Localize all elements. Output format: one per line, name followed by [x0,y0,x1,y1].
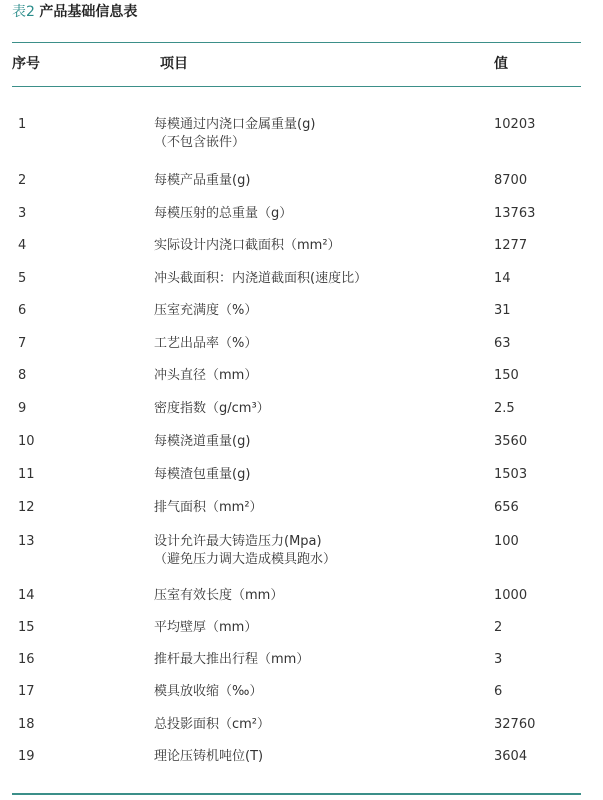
row-item [154,433,250,451]
row-value: 2 [494,620,503,635]
header-item: 项目 [160,56,188,72]
row-item-note: （避免压力调大造成模具跑水） [154,552,337,567]
row-item [154,270,367,288]
row-item-text: 平均壁厚（mm） [154,620,258,635]
row-item [154,651,309,669]
row-value: 6 [494,684,503,699]
row-item-text: 模具放收缩（‰） [154,684,263,699]
row-item-text: 压室有效长度（mm） [154,588,284,603]
row-value: 656 [494,500,519,515]
row-item [154,116,315,152]
row-item-text: 工艺出品率（%） [154,336,258,351]
row-serial-number: 14 [18,588,35,603]
row-serial-number: 16 [18,652,35,667]
row-serial-number: 6 [18,303,27,318]
row-item [154,533,336,569]
row-serial-number: 5 [18,271,27,286]
row-item [154,683,262,701]
row-item-text: 密度指数（g/cm³） [154,401,270,416]
row-item-text: 每模产品重量(g) [154,173,251,188]
row-serial-number: 4 [18,238,27,253]
row-serial-number: 3 [18,206,27,221]
row-serial-number: 13 [18,534,35,549]
table-header-rule [12,86,581,87]
row-value: 1000 [494,588,528,603]
table-caption-number: 表2 [12,4,35,20]
row-item [154,400,270,418]
row-serial-number: 18 [18,717,35,732]
row-serial-number: 11 [18,467,35,482]
header-value: 值 [494,56,508,72]
table-caption-title: 产品基础信息表 [39,4,138,20]
table-caption [12,3,137,21]
row-value: 1503 [494,467,528,482]
row-value: 1277 [494,238,528,253]
row-value: 10203 [494,117,536,132]
row-item [154,172,250,190]
row-value: 100 [494,534,519,549]
row-item [154,748,263,766]
row-value: 14 [494,271,511,286]
row-item-text: 每模渣包重量(g) [154,467,251,482]
row-item [154,302,257,320]
row-value: 31 [494,303,511,318]
row-serial-number: 10 [18,434,35,449]
row-serial-number: 19 [18,749,35,764]
row-value: 150 [494,368,519,383]
table-bottom-rule [12,793,581,795]
row-item-text: 总投影面积（cm²） [154,717,271,732]
row-item-text: 设计允许最大铸造压力(Mpa) [154,534,322,549]
row-item [154,466,250,484]
table-top-rule [12,42,581,43]
row-item-text: 冲头直径（mm） [154,368,258,383]
row-item [154,716,270,734]
row-item-text: 推杆最大推出行程（mm） [154,652,310,667]
row-serial-number: 9 [18,401,27,416]
row-value: 2.5 [494,401,515,416]
row-value: 8700 [494,173,528,188]
row-item [154,205,292,223]
row-value: 3604 [494,749,528,764]
row-item-note: （不包含嵌件） [154,135,246,150]
row-item-text: 理论压铸机吨位(T) [154,749,264,764]
row-serial-number: 8 [18,368,27,383]
header-serial-number: 序号 [12,56,40,72]
row-item-text: 每模压射的总重量（g） [154,206,293,221]
row-item-text: 排气面积（mm²） [154,500,263,515]
row-item [154,367,257,385]
row-value: 32760 [494,717,536,732]
row-item-text: 压室充满度（%） [154,303,258,318]
row-item-text: 每模通过内浇口金属重量(g) [154,117,316,132]
row-serial-number: 15 [18,620,35,635]
row-value: 63 [494,336,511,351]
row-item [154,619,257,637]
row-value: 13763 [494,206,536,221]
row-item [154,499,263,517]
row-item-text: 实际设计内浇口截面积（mm²） [154,238,341,253]
row-item-text: 冲头截面积：内浇道截面积(速度比） [154,271,368,286]
row-serial-number: 12 [18,500,35,515]
row-serial-number: 7 [18,336,27,351]
row-item [154,587,283,605]
row-item-text: 每模浇道重量(g) [154,434,251,449]
row-value: 3560 [494,434,528,449]
row-item [154,335,257,353]
row-value: 3 [494,652,503,667]
row-serial-number: 17 [18,684,35,699]
row-item [154,237,341,255]
row-serial-number: 1 [18,117,27,132]
row-serial-number: 2 [18,173,27,188]
